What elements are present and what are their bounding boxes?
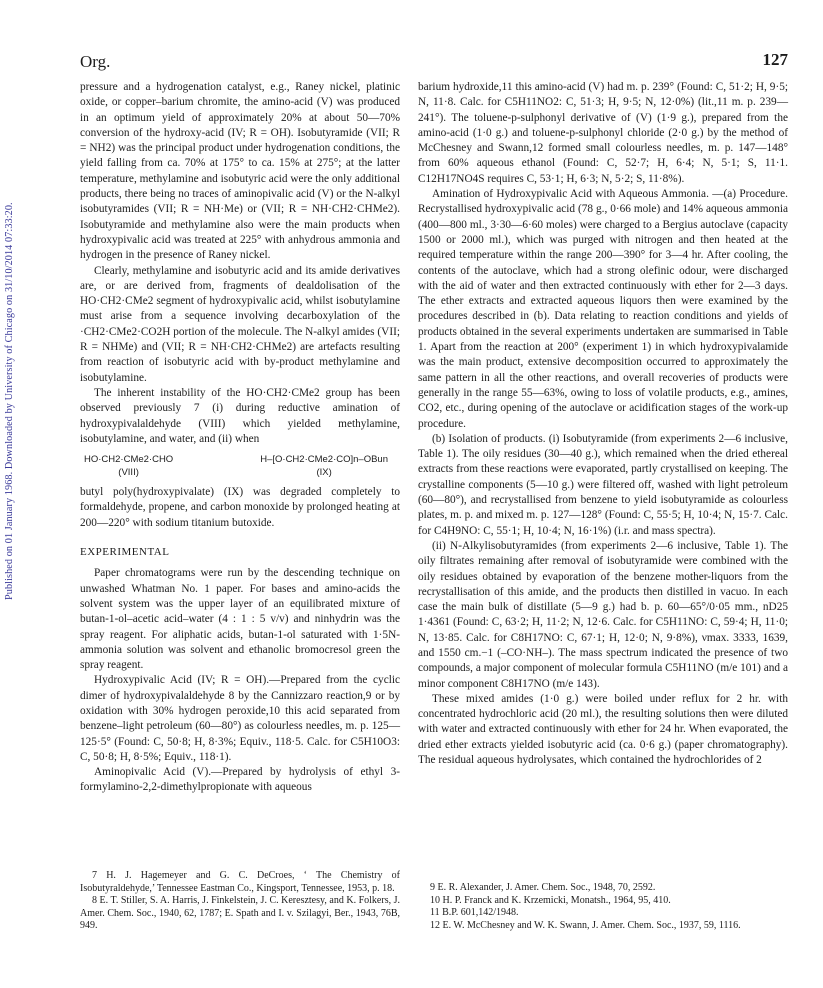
scheme-formula: HO·CH2·CMe2·CHO bbox=[84, 454, 174, 466]
scheme-compound-viii bbox=[84, 453, 173, 479]
scheme-label: (VIII) bbox=[118, 467, 139, 479]
right-column bbox=[418, 80, 788, 768]
footnote: 7 H. J. Hagemeyer and G. C. DeCroes, ‘ The Chemistry of Isobutyraldehyde,’ Tennessee Eastman Co., Kingsport, Tennessee, 1953, p. 18. bbox=[80, 870, 400, 894]
running-header-journal: Org. bbox=[80, 52, 111, 71]
footnote: 9 E. R. Alexander, J. Amer. Chem. Soc., 1948, 70, 2592. bbox=[430, 882, 656, 893]
download-watermark bbox=[3, 80, 17, 600]
scheme-compound-ix bbox=[260, 453, 388, 479]
scheme-formula: H–[O·CH2·CMe2·CO]n–OBun bbox=[260, 454, 388, 466]
body-paragraph: barium hydroxide,11 this amino-acid (V) had m. p. 239° (Found: C, 51·2; H, 9·5; N, 11·8. Calc. for C5H11NO2: C, 51·3; H, 9·5; N, 12·0%) (lit.,11 m. p. 239—241°). The toluene-p-sulphonyl derivative of (V) (1·9 g.), prepared from the amino-acid (1·0 g.) and toluene-p-sulphonyl chloride (2·0 g.) by the method of McChesney and Swann,12 formed small colourless needles, m. p. 147—148° from 60% aqueous ethanol (Found: C, 52·7; H, 6·4; N, 5·1; S, 11·1. C12H17NO4S requires C, 53·1; H, 6·3; N, 5·2; S, 11·8%). bbox=[418, 81, 788, 185]
body-paragraph: (b) Isolation of products. (i) Isobutyramide (from experiments 2—6 inclusive, Table 1). The oily residues (30—40 g.), which remained when the dried ethereal extracts from these reactions were evaporated, partly crystallised on keeping. The crystalline components (5—10 g.) were filtered off, washed with light petroleum (60—80°), and recrystallised from benzene to yield isobutyramide as colourless plates, m. p. and mixed m. p. 127—128° (Found: C, 55·5; H, 10·4; N, 15·7. Calc. for C4H9NO: C, 55·1; H, 10·4; N, 16·1%) (i.r. and mass spectra). bbox=[418, 432, 788, 537]
body-paragraph: Paper chromatograms were run by the descending technique on unwashed Whatman No. 1 paper. For bases and amino-acids the solvent system was the upper layer of an equilibrated mixture of butan-1-ol–acetic acid–water (4 : 1 : 5 v/v) and ninhydrin was the spray reagent. For aliphatic acids, butan-1-ol saturated with 1·5N-ammonia solution was solvent and ethanolic bromocresol green the spray reagent. bbox=[80, 567, 400, 672]
page-number: 127 bbox=[762, 50, 788, 69]
footnote: 10 H. P. Franck and K. Krzemicki, Monatsh., 1964, 95, 410. bbox=[430, 894, 671, 906]
body-paragraph: (ii) N-Alkylisobutyramides (from experiments 2—6 inclusive, Table 1). The oily filtrates remaining after removal of isobutyramide were combined with the oily residues obtained by evaporation of the benzene mother-liquors from the recrystallisation of this amide, and the products then distilled in vacuo. In each case the main bulk of distillate (5—9 g.) had b. p. 60—65°/0·05 mm., nD25 1·4361 (Found: C, 63·2; H, 11·2; N, 12·6. Calc. for C5H11NO: C, 59·4; H, 11·0; N, 13·85. Calc. for C8H17NO: C, 67·1; H, 12·0; N, 9·8%), νmax. 3333, 1639, and 1550 cm.−1 (–CO·NH–). The mass spectrum indicated the presence of two compounds, a major component of molecular formula C5H11NO (m/e 101) and a minor component C8H17NO (m/e 143). bbox=[418, 539, 788, 690]
footnote: 8 E. T. Stiller, S. A. Harris, J. Finkelstein, J. C. Keresztesy, and K. Folkers, J. Amer. Chem. Soc., 1940, 62, 1787; E. Spath and I. v. Szilagyi, Ber., 1943, 76B, 949. bbox=[80, 895, 400, 931]
body-paragraph: These mixed amides (1·0 g.) were boiled under reflux for 2 hr. with concentrated hydrochloric acid (20 ml.), the resulting solutions then were diluted with water and extracted continuously with ether for 24 hr. When evaporated, the dried ether extracts yielded isobutyric acid (ca. 0·6 g.) (paper chromatography). The residual aqueous hydrolysates, which contained the hydrochlorides of 2 bbox=[418, 692, 788, 767]
body-paragraph: Clearly, methylamine and isobutyric acid and its amide derivatives are, or are derived from, fragments of dealdolisation of the HO·CH2·CMe2 segment of hydroxypivalic acid, whilst isobutylamine must arise from a sequence involving decarboxylation of the ·CH2·CMe2·CO2H portion of the molecule. The N-alkyl amides (VII; R = NHMe) and (VII; R = NH·CH2·CHMe2) are artefacts resulting from reaction of isobutyric acid with by-product methylamine and isobutylamine. bbox=[80, 264, 400, 384]
chemical-scheme bbox=[80, 447, 400, 485]
footnote: 12 E. W. McChesney and W. K. Swann, J. Amer. Chem. Soc., 1937, 59, 1116. bbox=[430, 919, 741, 931]
download-watermark-text: Published on 01 January 1968. Downloaded by University of Chicago on 31/10/2014 07:33:20. bbox=[4, 202, 15, 600]
body-paragraph: Aminopivalic Acid (V).—Prepared by hydrolysis of ethyl 3-formylamino-2,2-dimethylpropionate with aqueous bbox=[80, 766, 400, 794]
body-paragraph: butyl poly(hydroxypivalate) (IX) was degraded completely to formaldehyde, propene, and carbon monoxide by prolonged heating at 200—220° with sodium titanium butoxide. bbox=[80, 486, 400, 529]
body-paragraph: The inherent instability of the HO·CH2·CMe2 group has been observed previously 7 (i) during reductive amination of hydroxypivalaldehyde (VIII) which yielded methylamine, isobutylamine, and water, and (ii) when bbox=[80, 386, 400, 445]
footnotes-left bbox=[80, 870, 400, 933]
body-paragraph: Hydroxypivalic Acid (IV; R = OH).—Prepared from the cyclic dimer of hydroxypivalaldehyde 8 by the Cannizzaro reaction,9 or by oxidation with 30% hydrogen peroxide,10 this acid separated from benzene–light petroleum (60—80°) as colourless needles, m. p. 125—125·5° (Found: C, 50·8; H, 8·3%; Equiv., 118·5. Calc. for C5H10O3: C, 50·8; H, 8·5%; Equiv., 118·1). bbox=[80, 674, 400, 763]
body-paragraph: pressure and a hydrogenation catalyst, e.g., Raney nickel, platinic oxide, or copper–barium chromite, the amino-acid (V) was produced in an optimum yield of approximately 20% at about 50—70% conversion of the hydroxy-acid (IV; R = OH). Isobutyramide (VII; R = NH2) was the principal product under hydrogenation conditions, the yield falling from ca. 70% at 175° to ca. 15% at 275°; at the latter temperature, methylamine and isobutyric acid were the only additional products, there being no traces of aminopivalic acid (V) or the N-alkyl isobutyramides (VII; R = NH·Me) or (VII; R = NH·CH2·CHMe2). Isobutyramide and methylamine also were the main products when hydroxypivalic acid was treated at 225° with anhydrous ammonia and hydrogen in the presence of Raney nickel. bbox=[80, 81, 400, 262]
footnote: 11 B.P. 601,142/1948. bbox=[430, 907, 519, 918]
scheme-label: (IX) bbox=[316, 467, 332, 479]
section-heading: EXPERIMENTAL bbox=[80, 546, 170, 559]
left-column bbox=[80, 80, 400, 796]
body-paragraph: Amination of Hydroxypivalic Acid with Aqueous Ammonia. —(a) Procedure. Recrystallised hydroxypivalic acid (78 g., 0·66 mole) and 14% aqueous ammonia (400—800 ml., 3·30—6·60 moles) were charged to a Bergius autoclave (capacity 1500 or 2000 ml.), which was purged with nitrogen and then heated at the required temperature within the range 200—390° for 3—4 hr. After cooling, the contents of the autoclave, which had a strong olefinic odour, were discharged with the aid of water and then extracted continuously with ether for 2—3 days. The ether extracts and extracted aqueous liquors then were examined by the procedures described in (b). Data relating to reaction conditions and yields of products obtained in the several experiments undertaken are summarised in Table 1. Apart from the reaction at 200° (experiment 1) in which hydroxypivalamide was the main product, extensive decomposition occurred to approximately the same pattern in all the other reactions, and overall recoveries of products were generally in the range 55—63%, owing to loss of volatile products, e.g., amines, CO2, etc., during opening of the autoclave or acidification stages of the work-up procedure. bbox=[418, 188, 788, 430]
footnotes-right bbox=[418, 882, 788, 932]
